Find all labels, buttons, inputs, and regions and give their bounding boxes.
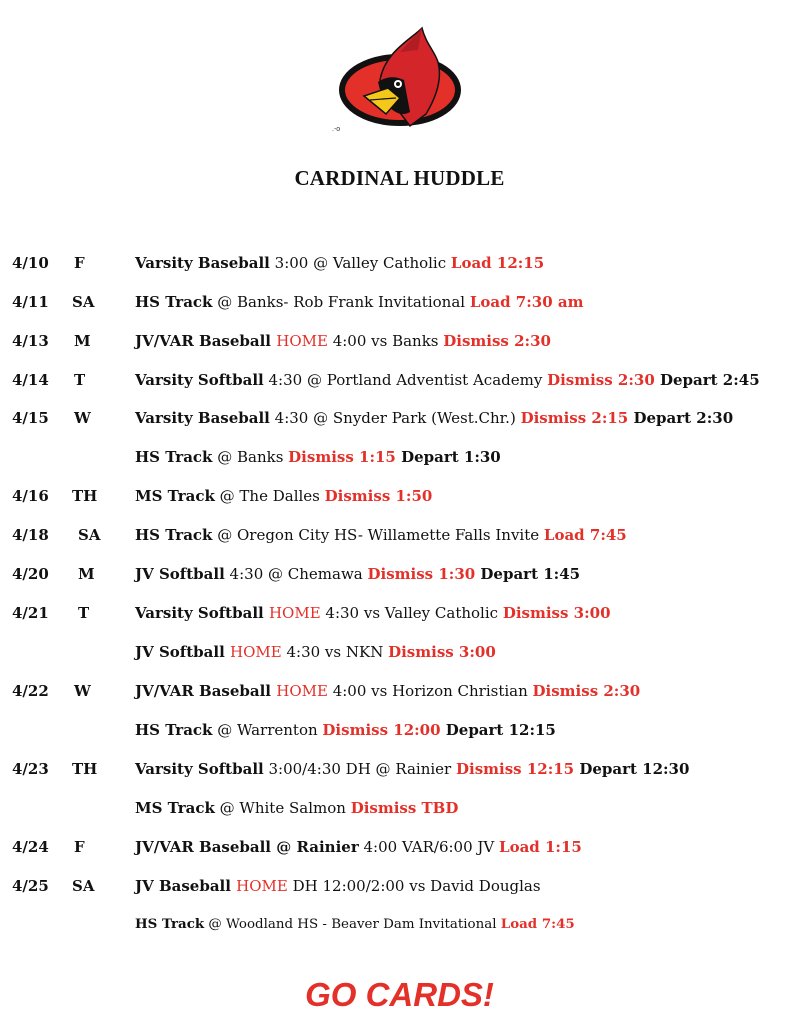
event-time-callout: Dismiss 1:50 (324, 487, 433, 505)
event-day: TH (72, 760, 98, 778)
event-date: 4/15 (12, 409, 49, 427)
cardinal-logo (330, 22, 470, 142)
event-description (135, 877, 541, 895)
schedule-row (0, 526, 799, 548)
event-detail: @ Warrenton (212, 721, 323, 739)
event-time-callout: Load 7:45 (543, 526, 627, 544)
event-day: M (74, 332, 91, 350)
home-label: HOME (276, 682, 328, 700)
event-time-callout: Load 1:15 (499, 838, 582, 856)
event-date: 4/21 (12, 604, 49, 622)
event-description (135, 721, 556, 739)
event-time-callout: Load 12:15 (450, 254, 545, 272)
event-name: Varsity Softball (135, 371, 264, 389)
schedule-row (0, 293, 799, 315)
event-time-callout: Dismiss TBD (350, 799, 459, 817)
event-description (135, 565, 580, 583)
go-cards-footer: GO CARDS! (305, 976, 494, 1013)
event-description (135, 332, 551, 350)
event-name: Varsity Softball (135, 604, 269, 622)
event-description (135, 409, 733, 427)
event-description (135, 916, 575, 932)
event-name: Depart 12:30 (574, 760, 690, 778)
event-date: 4/18 (12, 526, 49, 544)
event-time-callout: Dismiss 12:00 (322, 721, 441, 739)
event-name: JV/VAR Baseball @ Rainier (135, 838, 359, 856)
event-day: F (74, 838, 85, 856)
home-label: HOME (230, 643, 282, 661)
event-name: HS Track (135, 916, 205, 932)
event-name: Varsity Baseball (135, 254, 270, 272)
event-name: JV/VAR Baseball (135, 332, 277, 350)
event-description (135, 604, 611, 622)
schedule-row (0, 254, 799, 276)
event-name: HS Track (135, 293, 213, 311)
logo-mark-text: .-o (332, 126, 341, 133)
event-detail: 4:30 @ Chemawa (224, 565, 368, 583)
event-name: Depart 1:45 (475, 565, 581, 583)
schedule-row (0, 877, 799, 899)
schedule-row (0, 721, 799, 743)
event-detail: @ The Dalles (214, 487, 325, 505)
event-day: SA (78, 526, 101, 544)
event-name: Depart 1:30 (395, 448, 501, 466)
event-date: 4/23 (12, 760, 49, 778)
event-day: T (78, 604, 90, 622)
event-description (135, 682, 640, 700)
event-name: JV Baseball (135, 877, 237, 895)
schedule-row (0, 760, 799, 782)
event-day: W (74, 409, 91, 427)
event-detail: 4:30 vs Valley Catholic (320, 604, 503, 622)
event-day: SA (72, 877, 95, 895)
schedule-row (0, 604, 799, 626)
event-name: JV Softball (135, 643, 231, 661)
event-description (135, 643, 496, 661)
event-name: HS Track (135, 721, 213, 739)
event-name: JV Softball (135, 565, 225, 583)
schedule-row (0, 487, 799, 509)
cardinal-icon (330, 22, 470, 132)
event-detail: DH 12:00/2:00 vs David Douglas (287, 877, 541, 895)
event-description (135, 448, 501, 466)
event-day: T (74, 371, 86, 389)
event-time-callout: Dismiss 3:00 (388, 643, 496, 661)
event-description (135, 371, 760, 389)
event-detail: 4:00 VAR/6:00 JV (358, 838, 500, 856)
event-description (135, 760, 689, 778)
event-date: 4/14 (12, 371, 49, 389)
event-day: F (74, 254, 85, 272)
event-name: JV/VAR Baseball (135, 682, 277, 700)
event-name: HS Track (135, 526, 213, 544)
event-detail: 4:30 @ Snyder Park (West.Chr.) (269, 409, 521, 427)
event-name: Depart 12:15 (440, 721, 556, 739)
event-name: MS Track (135, 487, 215, 505)
event-time-callout: Dismiss 2:15 (520, 409, 629, 427)
event-detail: 4:30 @ Portland Adventist Academy (263, 371, 548, 389)
home-label: HOME (276, 332, 328, 350)
event-detail: @ Woodland HS - Beaver Dam Invitational (204, 917, 501, 932)
schedule-row (0, 838, 799, 860)
schedule-row (0, 565, 799, 587)
event-detail: @ White Salmon (214, 799, 351, 817)
event-name: HS Track (135, 448, 213, 466)
event-name: Depart 2:45 (654, 371, 760, 389)
event-detail: 4:00 vs Banks (327, 332, 444, 350)
event-time-callout: Dismiss 1:15 (288, 448, 396, 466)
home-label: HOME (268, 604, 321, 622)
event-date: 4/20 (12, 565, 49, 583)
schedule-row (0, 371, 799, 393)
event-name: Depart 2:30 (628, 409, 734, 427)
event-description (135, 799, 458, 817)
event-detail: 3:00 @ Valley Catholic (269, 254, 451, 272)
event-detail: 4:30 vs NKN (281, 643, 389, 661)
page-title: CARDINAL HUDDLE (294, 166, 505, 190)
event-date: 4/11 (12, 293, 49, 311)
event-date: 4/16 (12, 487, 49, 505)
event-description (135, 838, 582, 856)
event-day: TH (72, 487, 98, 505)
event-detail: 4:00 vs Horizon Christian (327, 682, 533, 700)
event-date: 4/13 (12, 332, 49, 350)
event-name: Varsity Baseball (135, 409, 270, 427)
event-name: MS Track (135, 799, 215, 817)
schedule-row (0, 916, 799, 938)
event-date: 4/10 (12, 254, 49, 272)
event-day: W (74, 682, 91, 700)
event-date: 4/25 (12, 877, 49, 895)
event-time-callout: Dismiss 2:30 (443, 332, 551, 350)
event-detail: @ Banks- Rob Frank Invitational (212, 293, 470, 311)
event-day: SA (72, 293, 95, 311)
event-time-callout: Dismiss 12:15 (455, 760, 575, 778)
event-time-callout: Dismiss 2:30 (532, 682, 641, 700)
event-day: M (78, 565, 95, 583)
schedule-row (0, 448, 799, 470)
event-time-callout: Dismiss 3:00 (502, 604, 611, 622)
event-date: 4/22 (12, 682, 49, 700)
schedule-row (0, 799, 799, 821)
event-time-callout: Load 7:30 am (469, 293, 584, 311)
schedule-row (0, 643, 799, 665)
event-detail: @ Oregon City HS- Willamette Falls Invite (212, 526, 544, 544)
event-time-callout: Load 7:45 (500, 916, 575, 932)
event-time-callout: Dismiss 2:30 (547, 371, 655, 389)
schedule-row (0, 682, 799, 704)
event-description (135, 254, 544, 272)
event-description (135, 487, 432, 505)
schedule-row (0, 332, 799, 354)
event-time-callout: Dismiss 1:30 (367, 565, 476, 583)
schedule-row (0, 409, 799, 431)
event-date: 4/24 (12, 838, 49, 856)
event-detail: 3:00/4:30 DH @ Rainier (263, 760, 456, 778)
event-description (135, 293, 583, 311)
event-detail: @ Banks (212, 448, 289, 466)
home-label: HOME (236, 877, 288, 895)
event-description (135, 526, 627, 544)
event-name: Varsity Softball (135, 760, 264, 778)
